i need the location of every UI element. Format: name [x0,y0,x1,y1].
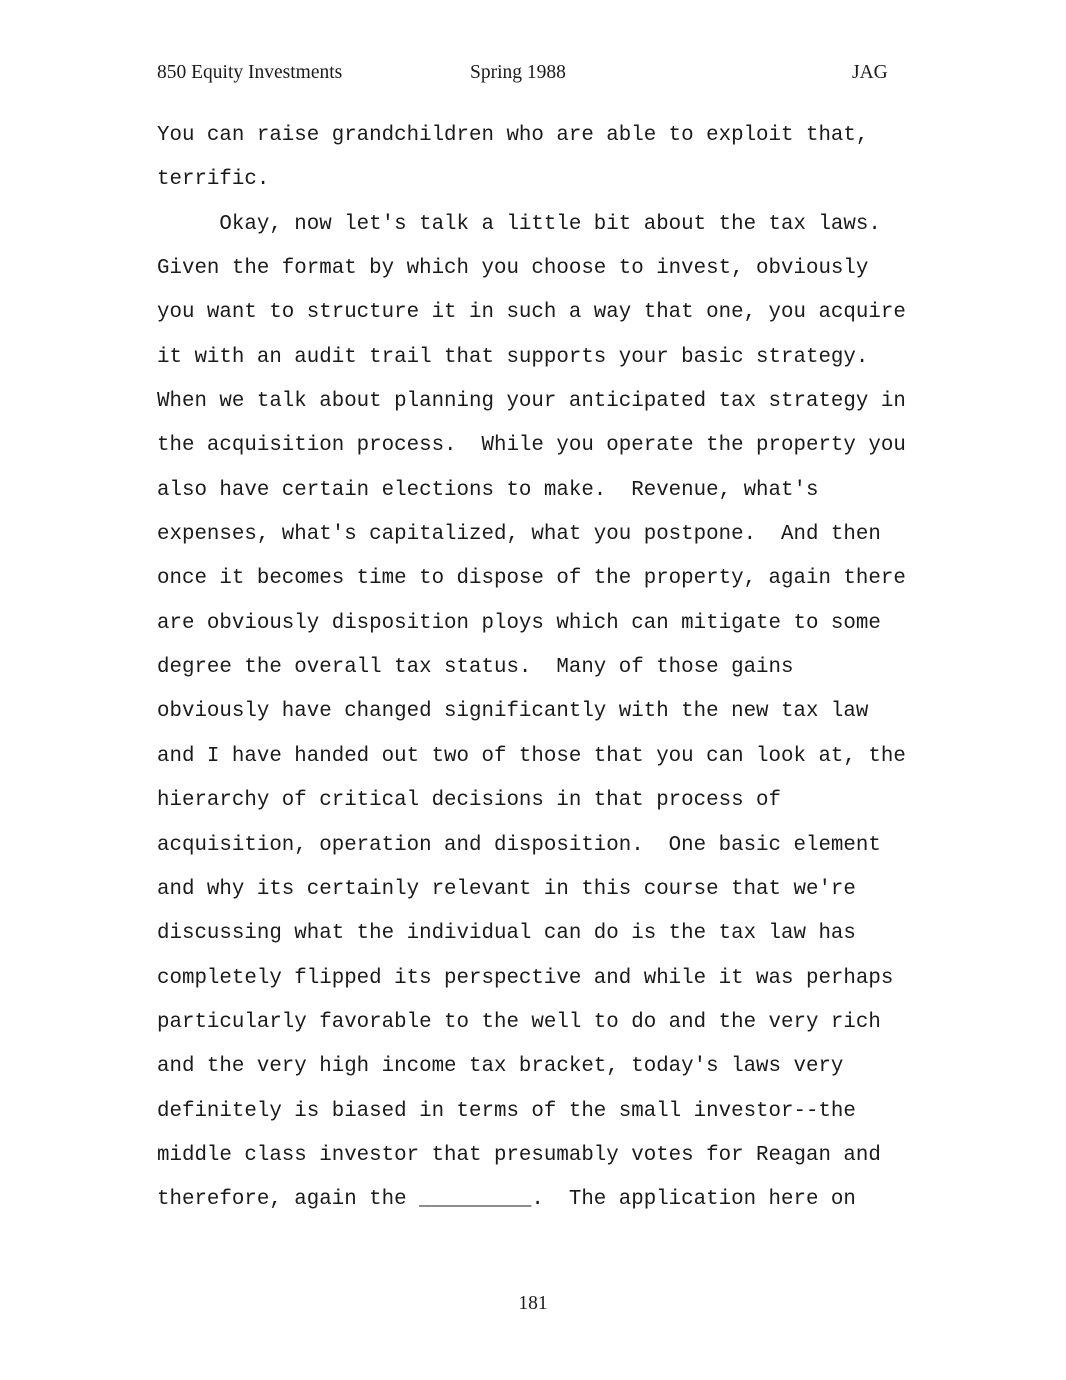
text-line: obviously have changed significantly with the new tax law [157,700,869,724]
text-line: degree the overall tax status. Many of those gains [157,656,794,680]
transcript-body [157,120,937,1229]
text-line: middle class investor that presumably votes for Reagan and [157,1143,881,1167]
text-line: once it becomes time to dispose of the property, again there [157,567,906,591]
text-line: and why its certainly relevant in this course that we're [157,877,856,901]
page-number: 181 [518,1293,548,1314]
text-line: definitely is biased in terms of the small investor--the [157,1099,856,1123]
text-line: hierarchy of critical decisions in that process of [157,789,782,813]
term-label: Spring 1988 [470,62,566,83]
course-title: 850 Equity Investments [157,62,343,83]
text-line: and the very high income tax bracket, today's laws very [157,1055,844,1079]
text-line: it with an audit trail that supports your basic strategy. [157,345,869,369]
text-line: are obviously disposition ploys which can mitigate to some [157,611,881,635]
text-line: also have certain elections to make. Revenue, what's [157,478,819,502]
text-line: expenses, what's capitalized, what you postpone. And then [157,523,881,547]
text-line: Okay, now let's talk a little bit about the tax laws. [157,212,881,236]
text-line: Given the format by which you choose to invest, obviously [157,257,869,281]
text-line: When we talk about planning your anticipated tax strategy in [157,390,906,414]
text-line: You can raise grandchildren who are able to exploit that, [157,124,869,147]
text-line: discussing what the individual can do is the tax law has [157,922,856,946]
page-header [0,62,1066,92]
text-line: particularly favorable to the well to do and the very rich [157,1010,881,1034]
text-line: terrific. [157,168,270,192]
text-line: acquisition, operation and disposition. One basic element [157,833,881,857]
text-line: the acquisition process. While you operate the property you [157,434,906,458]
author-initials: JAG [852,62,888,83]
text-line: you want to structure it in such a way that one, you acquire [157,301,906,325]
text-line: completely flipped its perspective and while it was perhaps [157,966,894,990]
text-line: and I have handed out two of those that you can look at, the [157,744,906,768]
text-line: therefore, again the _________. The application here on [157,1188,856,1212]
